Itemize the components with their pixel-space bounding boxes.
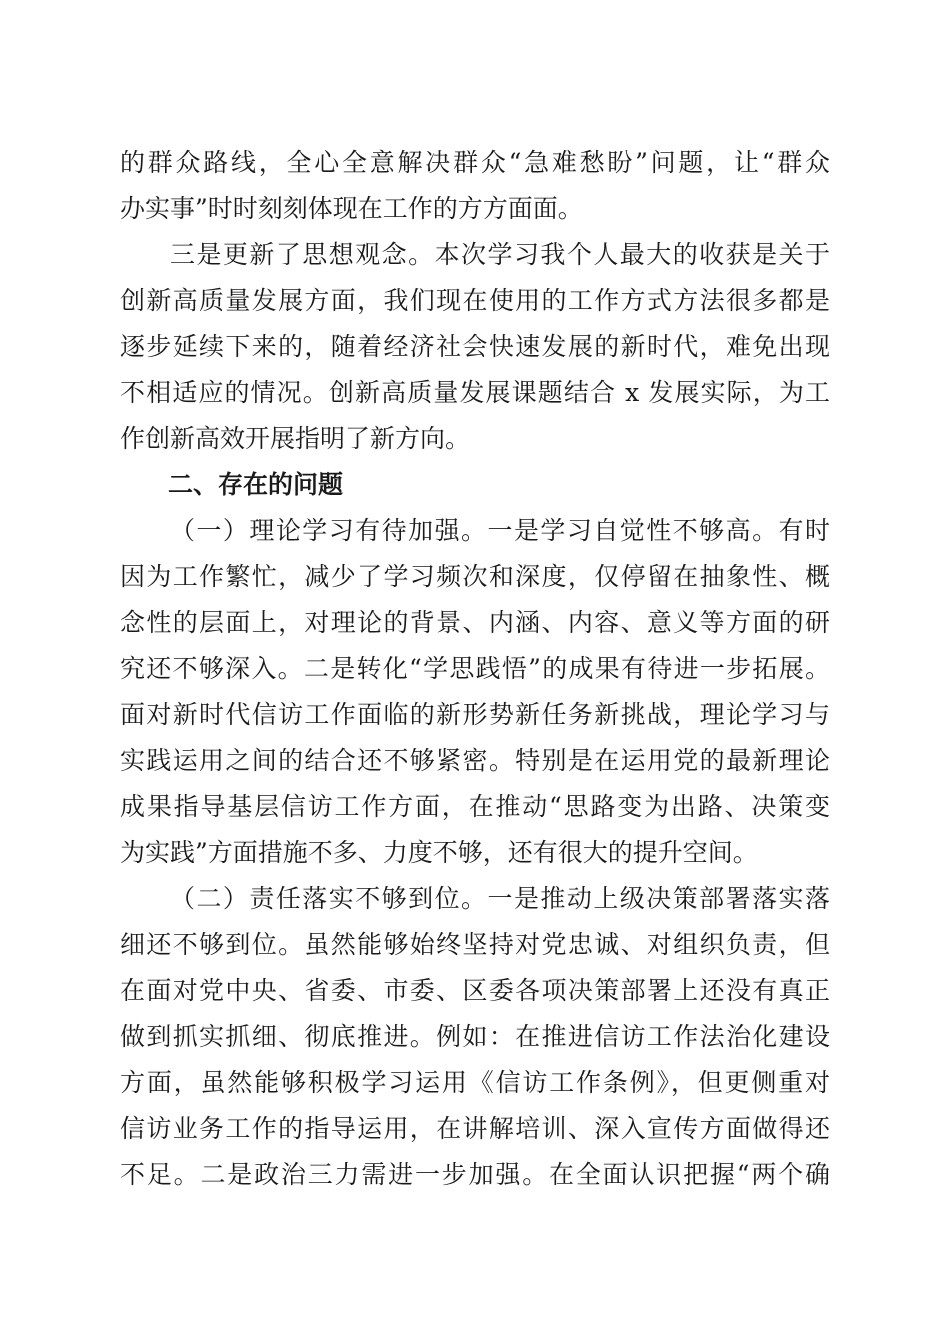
paragraph-line: 做到抓实抓细、彻底推进。例如：在推进信访工作法治化建设 <box>120 1022 830 1051</box>
paragraph-line: 信访业务工作的指导运用，在讲解培训、深入宣传方面做得还 <box>120 1114 830 1143</box>
paragraph-line: 三是更新了思想观念。本次学习我个人最大的收获是关于 <box>170 240 830 269</box>
paragraph-line: 为实践”方面措施不多、力度不够，还有很大的提升空间。 <box>120 838 758 867</box>
paragraph-line: 面对新时代信访工作面临的新形势新任务新挑战，理论学习与 <box>120 700 830 729</box>
paragraph-line: 念性的层面上，对理论的背景、内涵、内容、意义等方面的研 <box>120 608 830 637</box>
paragraph-line: 实践运用之间的结合还不够紧密。特别是在运用党的最新理论 <box>120 746 830 775</box>
paragraph-line: 方面，虽然能够积极学习运用《信访工作条例》，但更侧重对 <box>120 1068 830 1097</box>
paragraph-line: 细还不够到位。虽然能够始终坚持对党忠诚、对组织负责，但 <box>120 930 830 959</box>
paragraph-line: 作创新高效开展指明了新方向。 <box>120 424 471 453</box>
paragraph-line: 成果指导基层信访工作方面，在推动“思路变为出路、决策变 <box>120 792 830 821</box>
section-heading: 二、存在的问题 <box>168 470 344 499</box>
paragraph-line: 办实事”时时刻刻体现在工作的方方面面。 <box>120 194 583 223</box>
paragraph-line: 逐步延续下来的，随着经济社会快速发展的新时代，难免出现 <box>120 332 830 361</box>
paragraph-line: 的群众路线，全心全意解决群众“急难愁盼”问题，让“群众 <box>120 148 830 177</box>
paragraph-line: （二）责任落实不够到位。一是推动上级决策部署落实落 <box>170 884 830 913</box>
paragraph-line: （一）理论学习有待加强。一是学习自觉性不够高。有时 <box>170 516 830 545</box>
paragraph-line: 在面对党中央、省委、市委、区委各项决策部署上还没有真正 <box>120 976 830 1005</box>
paragraph-line: 不足。二是政治三力需进一步加强。在全面认识把握“两个确 <box>120 1160 830 1189</box>
paragraph-line: 不相适应的情况。创新高质量发展课题结合 x 发展实际，为工 <box>120 378 830 407</box>
paragraph-line: 创新高质量发展方面，我们现在使用的工作方式方法很多都是 <box>120 286 830 315</box>
paragraph-line: 因为工作繁忙，减少了学习频次和深度，仅停留在抽象性、概 <box>120 562 830 591</box>
paragraph-line: 究还不够深入。二是转化“学思践悟”的成果有待进一步拓展。 <box>120 654 830 683</box>
